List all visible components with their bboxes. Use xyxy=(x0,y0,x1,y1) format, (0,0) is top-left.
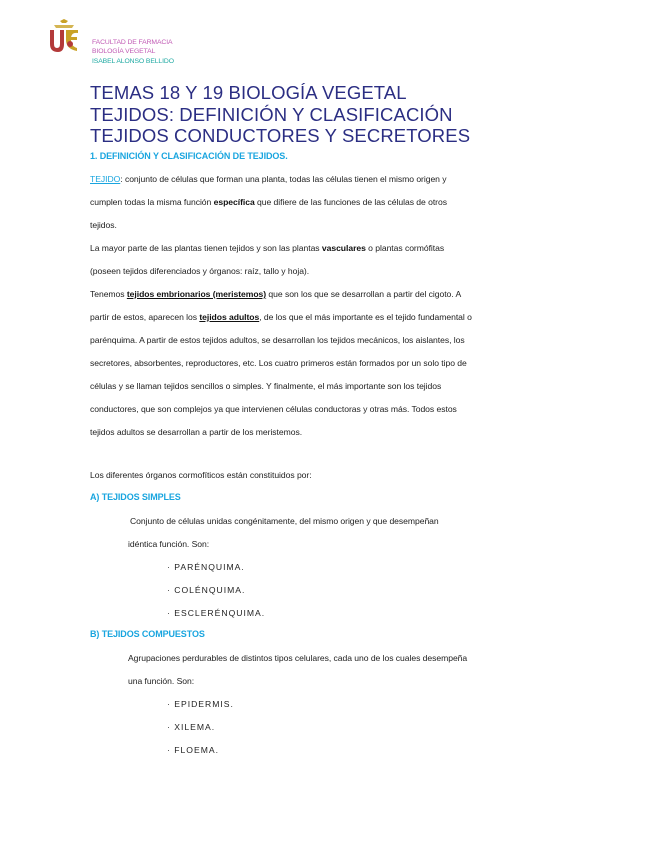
list-item: · PARÉNQUIMA. xyxy=(167,562,245,572)
definition-line-2: cumplen todas la misma función específica que difiere de las funciones de las células de otros xyxy=(90,197,447,207)
paragraph-3-line-2: partir de estos, aparecen los tejidos adultos, de los que el más importante es el tejido fundamental o xyxy=(90,312,472,322)
paragraph-3-line-3: parénquima. A partir de estos tejidos adultos, se desarrollan los tejidos mecánicos, los aislantes, los xyxy=(90,335,465,345)
list-item: · EPIDERMIS. xyxy=(167,699,234,709)
title-line-2: TEJIDOS: DEFINICIÓN Y CLASIFICACIÓN xyxy=(90,104,453,125)
paragraph-2-line-1: La mayor parte de las plantas tienen tejidos y son las plantas vasculares o plantas cormófitas xyxy=(90,243,445,253)
paragraph-2-line-2: (poseen tejidos diferenciados y órganos: raíz, tallo y hoja). xyxy=(90,266,310,276)
simple-tissues-heading: A) TEJIDOS SIMPLES xyxy=(90,492,181,502)
compound-description-line-1: Agrupaciones perdurables de distintos tipos celulares, cada uno de los cuales desempeña xyxy=(128,653,468,663)
faculty-label: FACULTAD DE FARMACIA xyxy=(92,39,173,46)
title-line-1: TEMAS 18 Y 19 BIOLOGÍA VEGETAL xyxy=(90,82,407,103)
paragraph-3-line-7: tejidos adultos se desarrollan a partir de los meristemos. xyxy=(90,427,303,437)
paragraph-3-line-1: Tenemos tejidos embrionarios (meristemos) que son los que se desarrollan a partir del cigoto. A xyxy=(90,289,462,299)
simple-description-line-2: idéntica función. Son: xyxy=(128,539,210,549)
section-1-heading: 1. DEFINICIÓN Y CLASIFICACIÓN DE TEJIDOS. xyxy=(90,151,288,161)
paragraph-3-line-6: conductores, que son complejos ya que intervienen células conductoras y otras más. Todos estos xyxy=(90,404,457,414)
list-item: · XILEMA. xyxy=(167,722,216,732)
university-seal-icon xyxy=(44,16,84,56)
definition-line-1: TEJIDO: conjunto de células que forman una planta, todas las células tienen el mismo origen y xyxy=(90,174,447,184)
paragraph-3-line-4: secretores, absorbentes, reproductores, etc. Los cuatro primeros están formados por un solo tipo de xyxy=(90,358,467,368)
list-item: · FLOEMA. xyxy=(167,745,219,755)
compound-tissues-heading: B) TEJIDOS COMPUESTOS xyxy=(90,629,205,639)
author-label: ISABEL ALONSO BELLIDO xyxy=(92,58,174,65)
list-item: · ESCLERÉNQUIMA. xyxy=(167,608,266,618)
compound-description-line-2: una función. Son: xyxy=(128,676,195,686)
list-item: · COLÉNQUIMA. xyxy=(167,585,246,595)
subject-label: BIOLOGÍA VEGETAL xyxy=(92,48,156,55)
organs-intro: Los diferentes órganos cormofíticos están constituidos por: xyxy=(90,470,312,480)
definition-line-3: tejidos. xyxy=(90,220,117,230)
title-line-3: TEJIDOS CONDUCTORES Y SECRETORES xyxy=(90,125,471,146)
simple-description-line-1: Conjunto de células unidas congénitamente, del mismo origen y que desempeñan xyxy=(130,516,439,526)
paragraph-3-line-5: células y se llaman tejidos sencillos o simples. Y finalmente, el más importante son los tejidos xyxy=(90,381,442,391)
term-tejido: TEJIDO xyxy=(90,174,121,184)
